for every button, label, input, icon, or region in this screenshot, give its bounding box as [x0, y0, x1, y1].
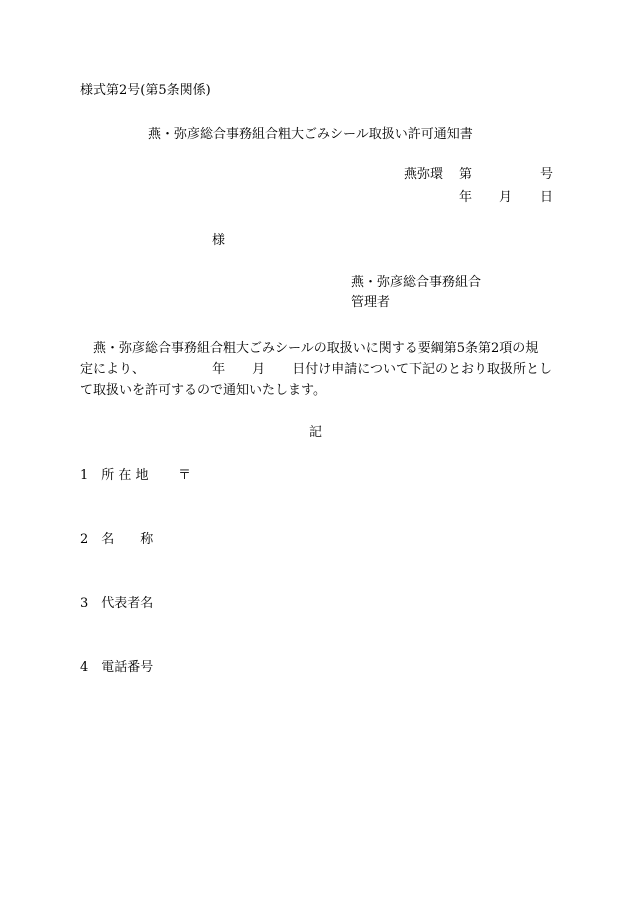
item-name-label: 2 名 称 — [80, 532, 154, 547]
item-representative-label: 3 代表者名 — [80, 596, 154, 611]
addressee-honorific: 様 — [212, 233, 226, 248]
body-line-2-start: 定により、 — [80, 362, 146, 377]
body-line-3: て取扱いを許可するので通知いたします。 — [80, 383, 326, 398]
notice-body — [80, 338, 552, 401]
date-month-label: 月 — [499, 190, 513, 205]
body-line-2-year: 年 — [212, 362, 226, 377]
record-heading: 記 — [309, 425, 323, 440]
date-day-label: 日 — [540, 190, 554, 205]
postal-mark: 〒 — [178, 468, 192, 483]
sender-organization: 燕・弥彦総合事務組合 — [351, 275, 482, 290]
sender-role: 管理者 — [351, 295, 391, 310]
form-number: 様式第2号(第5条関係) — [80, 83, 211, 98]
date-year-label: 年 — [459, 190, 473, 205]
body-line-2 — [80, 359, 552, 380]
item-address-label: 1 所 在 地 — [80, 468, 149, 483]
body-line-2-month: 月 — [252, 362, 266, 377]
item-phone-label: 4 電話番号 — [80, 660, 154, 675]
document-number-suffix: 号 — [540, 167, 554, 182]
document-number-issuer: 燕弥環 — [404, 167, 444, 182]
document-number-prefix: 第 — [459, 167, 473, 182]
body-line-1: 燕・弥彦総合事務組合粗大ごみシールの取扱いに関する要綱第5条第2項の規 — [93, 341, 539, 356]
body-line-2-end: 日付け申請について下記のとおり取扱所とし — [292, 362, 552, 377]
document-title: 燕・弥彦総合事務組合粗大ごみシール取扱い許可通知書 — [148, 127, 473, 142]
